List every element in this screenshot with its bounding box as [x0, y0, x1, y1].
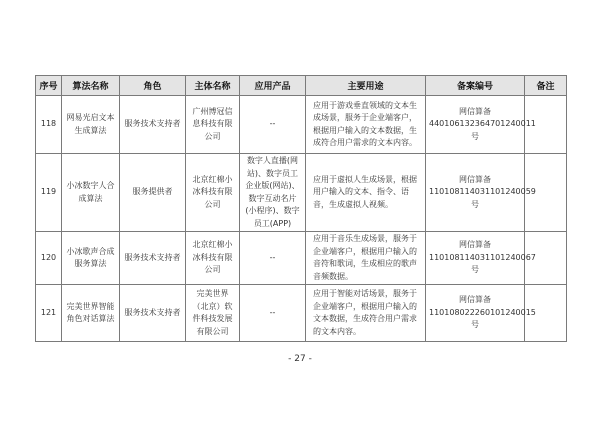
cell-role: 服务技术支持者	[120, 96, 186, 154]
cell-product: 数字人直播(网站)、数字员工企业版(网站)、数字互动名片(小程序)、数字员工(APP)	[240, 154, 306, 232]
cell-usage: 应用于音乐生成场景，服务于企业端客户，根据用户输入的音符和歌词，生成相应的歌声音频数据。	[306, 232, 426, 285]
table-row	[36, 285, 567, 342]
cell-usage: 应用于游戏垂直领域的文本生成场景，服务于企业端客户，根据用户输入的文本数据，生成符合用户需求的文本内容。	[306, 96, 426, 154]
cell-role: 服务技术支持者	[120, 232, 186, 285]
cell-algorithm-name: 小冰歌声合成服务算法	[62, 232, 120, 285]
cell-entity-name: 完美世界（北京）软件科技发展有限公司	[186, 285, 240, 342]
cell-role: 服务技术支持者	[120, 285, 186, 342]
cell-seq: 119	[36, 154, 62, 232]
cell-filing-number: 网信算备440106132364701240011号	[426, 96, 525, 154]
cell-seq: 121	[36, 285, 62, 342]
cell-filing-number: 网信算备110108114031101240067号	[426, 232, 525, 285]
header-entity-name: 主体名称	[186, 76, 240, 96]
cell-filing-number: 网信算备110108114031101240059号	[426, 154, 525, 232]
table-row	[36, 232, 567, 285]
table-row	[36, 96, 567, 154]
table-header-row	[36, 76, 567, 96]
cell-seq: 120	[36, 232, 62, 285]
cell-seq: 118	[36, 96, 62, 154]
cell-entity-name: 北京红棉小冰科技有限公司	[186, 232, 240, 285]
header-seq: 序号	[36, 76, 62, 96]
header-usage: 主要用途	[306, 76, 426, 96]
cell-role: 服务提供者	[120, 154, 186, 232]
table-row	[36, 154, 567, 232]
cell-usage: 应用于虚拟人生成场景，根据用户输入的文本、指令、语音，生成虚拟人视频。	[306, 154, 426, 232]
cell-algorithm-name: 小冰数字人合成算法	[62, 154, 120, 232]
cell-product: --	[240, 285, 306, 342]
cell-filing-number: 网信算备110108022260101240015号	[426, 285, 525, 342]
header-algorithm-name: 算法名称	[62, 76, 120, 96]
cell-algorithm-name: 完美世界智能角色对话算法	[62, 285, 120, 342]
header-filing-number: 备案编号	[426, 76, 525, 96]
cell-entity-name: 广州博冠信息科技有限公司	[186, 96, 240, 154]
cell-entity-name: 北京红棉小冰科技有限公司	[186, 154, 240, 232]
algorithm-filing-table	[35, 75, 567, 342]
header-product: 应用产品	[240, 76, 306, 96]
header-role: 角色	[120, 76, 186, 96]
header-remark: 备注	[525, 76, 567, 96]
cell-product: --	[240, 232, 306, 285]
cell-product: --	[240, 96, 306, 154]
cell-algorithm-name: 网易光启文本生成算法	[62, 96, 120, 154]
cell-usage: 应用于智能对话场景，服务于企业端客户，根据用户输入的文本数据，生成符合用户需求的文本内容。	[306, 285, 426, 342]
page-number: - 27 -	[288, 354, 312, 364]
